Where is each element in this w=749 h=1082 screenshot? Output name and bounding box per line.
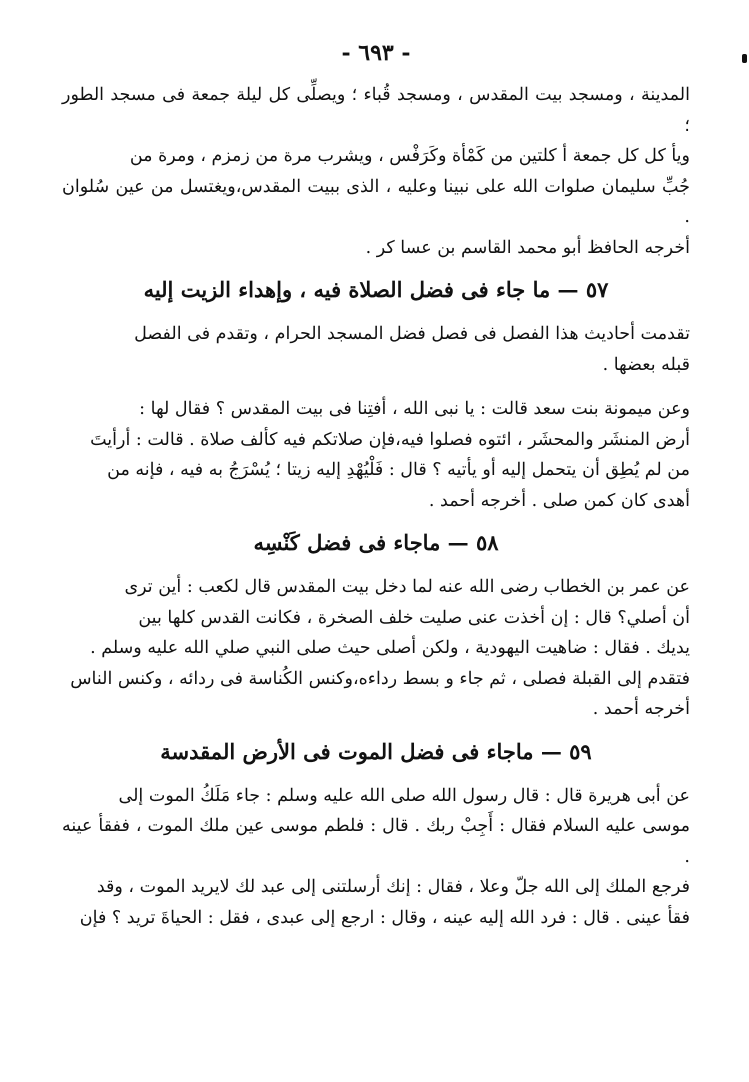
opening-paragraph	[62, 80, 690, 263]
text-line: فقأ عينى . قال : فرد الله إليه عينه ، وقال : ارجع إلى عبدى ، فقل : الحياةَ تريد ؟ فإن	[79, 907, 690, 928]
paragraph-gap	[62, 380, 690, 394]
section-59-heading: ٥٩ — ماجاء فى فضل الموت فى الأرض المقدسة	[160, 738, 592, 764]
document-page	[62, 40, 690, 933]
text-line: يديك . فقال : ضاهيت اليهودية ، ولكن أصلى حيث صلى النبي صلي الله عليه وسلم .	[90, 638, 690, 658]
text-line: من لم يُطِق أن يتحمل إليه أو يأتيه ؟ قال : فَلْيُهْدِ إليه زيتا ؛ يُسْرَجُ به فيه ، فإنه من	[107, 460, 690, 480]
section-57-heading: ٥٧ — ما جاء فى فضل الصلاة فيه ، وإهداء الزيت إليه	[143, 277, 609, 302]
text-line: أن أصلي؟ قال : إن أخذت عنى صليت خلف الصخرة ، فكانت القدس كلها بين	[138, 607, 690, 628]
text-line: أرض المنشَر والمحشَر ، ائتوه فصلوا فيه،فإن صلاتكم فيه كألف صلاة . قالت : أرأيتَ	[90, 429, 690, 450]
text-line: ويأ كل كل جمعة أ كلتين من كَمْأة وكَرَفْس ، ويشرب مرة من زمزم ، ومرة من	[129, 146, 690, 166]
section-58-heading: ٥٨ — ماجاء فى فضل كَنْسِه	[253, 530, 499, 555]
text-line: فرجع الملك إلى الله جلّ وعلا ، فقال : إنك أرسلتنى إلى عبد لك لايريد الموت ، وقد	[96, 877, 690, 897]
text-line: عن أبى هريرة قال : قال رسول الله صلى الله عليه وسلم : جاء مَلَكُ الموت إلى	[118, 785, 690, 806]
section-57-intro	[62, 319, 690, 380]
text-line: جُبِّ سليمان صلوات الله على نبينا وعليه ، الذى ببيت المقدس،ويغتسل من عين سُلوان .	[62, 176, 690, 227]
page-number: - ٦٩٣ -	[341, 40, 411, 66]
section-58-body	[62, 572, 690, 725]
section-57-hadith	[62, 394, 690, 516]
section-59-body	[62, 781, 690, 934]
margin-mark	[742, 54, 747, 63]
text-line: قبله بعضها .	[602, 354, 690, 375]
text-line: المدينة ، ومسجد بيت المقدس ، ومسجد قُباء ؛ ويصلِّى كل ليلة جمعة فى مسجد الطور ؛	[62, 85, 690, 136]
text-line: أخرجه الحافظ أبو محمد القاسم بن عسا كر .	[365, 237, 690, 258]
text-line: أخرجه أحمد .	[592, 699, 690, 719]
text-line: عن عمر بن الخطاب رضى الله عنه لما دخل بيت المقدس قال لكعب : أين ترى	[124, 577, 690, 597]
text-line: وعن ميمونة بنت سعد قالت : يا نبى الله ، أفتِنا فى بيت المقدس ؟ فقال لها :	[139, 399, 690, 419]
text-line: فتقدم إلى القبلة فصلى ، ثم جاء و بسط رداءه،وكنس الكُناسة فى ردائه ، وكنس الناس	[70, 668, 690, 689]
text-line: تقدمت أحاديث هذا الفصل فى فصل فضل المسجد الحرام ، وتقدم فى الفصل	[134, 324, 690, 344]
text-line: أهدى كان كمن صلى . أخرجه أحمد .	[428, 490, 690, 511]
text-line: موسى عليه السلام فقال : أَجِبْ ربك . قال : فلطم موسى عين ملك الموت ، ففقأ عينه .	[62, 816, 690, 867]
